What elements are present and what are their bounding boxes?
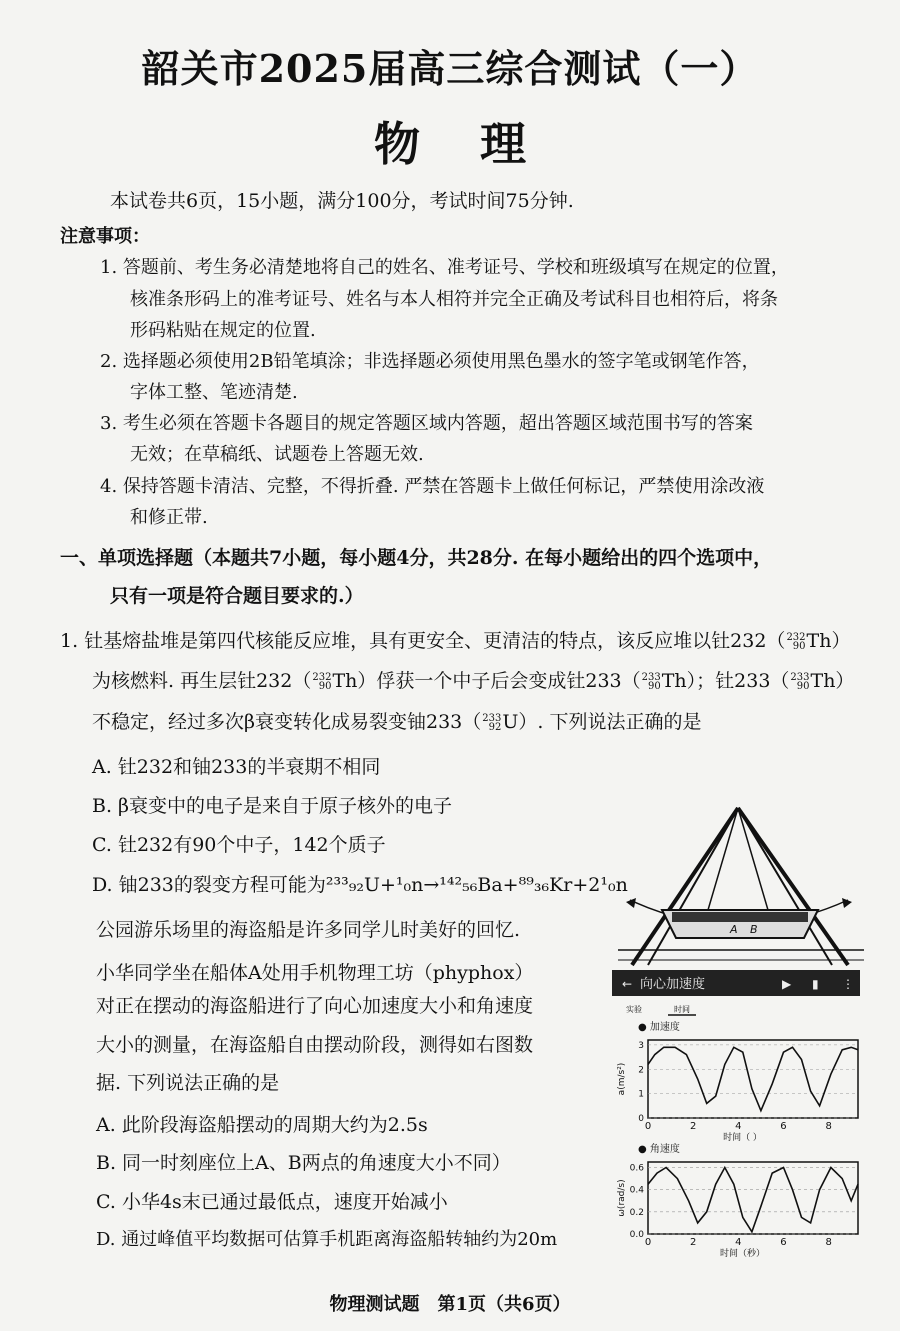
x-tick-label: 6 [780,1121,787,1132]
q1-option-d: D. 铀233的裂变方程可能为²³³₉₂U+¹₀n→¹⁴²₅₆Ba+⁸⁹₃₆Kr+2¹₀n [92,874,628,896]
notes-heading: 注意事项： [60,226,150,247]
x-tick-label: 4 [735,1121,742,1132]
y-tick-label: 0.6 [629,1163,644,1174]
note-line: 2. 选择题必须使用2B铅笔填涂；非选择题必须使用黑色墨水的签字笔或钢笔作答， [100,351,760,372]
pirate-ship-drawing [618,808,864,965]
phyphox-app-bar [612,970,860,1015]
x-axis-label: 时间（秒） [719,1249,766,1259]
app-bar-title: 向心加速度 [640,977,706,992]
play-icon: ▶ [782,977,792,991]
back-arrow-icon: ← [622,977,633,991]
label-b: B [750,923,758,936]
y-tick-label: 0 [638,1114,644,1124]
x-tick-label: 8 [825,1121,832,1132]
q2-stem-line: 公园游乐场里的海盗船是许多同学儿时美好的回忆. [96,919,521,941]
page-title: 韶关市2025届高三综合测试（一） [141,46,759,91]
q2-stem-line: 对正在摆动的海盗船进行了向心加速度大小和角速度 [96,995,534,1017]
nuclide-th232: 232 90 [312,672,332,692]
note-line: 形码粘贴在规定的位置. [130,320,316,341]
nuclide-th233: 233 90 [641,672,661,692]
q1-option-c: C. 钍232有90个中子，142个质子 [92,834,386,856]
y-axis-label: ω(rad/s) [617,1179,627,1217]
q2-option-d: D. 通过峰值平均数据可估算手机距离海盗船转轴约为20m [96,1229,558,1250]
x-tick-label: 2 [689,1237,697,1248]
note-line: 和修正带. [130,507,208,528]
note-line: 无效；在草稿纸、试题卷上答题无效. [130,444,424,465]
subject-title: 物理 [374,117,586,171]
y-axis-label: a(m/s²) [617,1062,627,1096]
x-tick-label: 6 [780,1237,787,1248]
q1-option-b: B. β衰变中的电子是来自于原子核外的电子 [92,795,453,817]
intro-text: 本试卷共6页，15小题，满分100分，考试时间75分钟. [110,190,574,212]
series-line [648,1168,858,1232]
note-line: 3. 考生必须在答题卡各题目的规定答题区域内答题，超出答题区域范围书写的答案 [100,413,753,434]
nuclide-th233: 233 90 [790,672,810,692]
tab-raw: 实验 [626,1005,642,1014]
q2-stem-line: 小华同学坐在船体A处用手机物理工坊（phyphox） [96,962,534,984]
note-line: 1. 答题前、考生务必清楚地将自己的姓名、准考证号、学校和班级填写在规定的位置， [100,257,789,278]
q2-stem-line: 大小的测量，在海盗船自由摆动阶段，测得如右图数 [96,1034,534,1056]
y-tick-label: 0.4 [629,1185,644,1196]
nuclide-th232: 232 90 [786,632,806,652]
section-heading-cont: 只有一项是符合题目要求的.） [110,585,364,607]
note-line: 4. 保持答题卡清洁、完整，不得折叠. 严禁在答题卡上做任何标记，严禁使用涂改液 [100,476,765,497]
q1-stem-line: 1. 钍基熔盐堆是第四代核能反应堆，具有更安全、更清洁的特点，该反应堆以钍232（ 232 90 Th） [60,630,851,652]
q1-stem-line: 不稳定，经过多次β衰变转化成易裂变铀233（ 233 92 U）. 下列说法正确的是 [92,711,702,733]
pirate-ship-figure [612,800,870,1280]
series-line [648,1047,858,1110]
acceleration-chart [617,1020,858,1143]
q2-stem-line: 据. 下列说法正确的是 [96,1072,280,1094]
y-tick-label: 2 [638,1065,644,1076]
y-tick-label: 3 [638,1040,644,1051]
y-tick-label: 0.0 [629,1230,644,1240]
tab-time: 时间 [674,1005,690,1014]
page-footer: 物理测试题 第1页（共6页） [329,1294,571,1315]
q2-option-b: B. 同一时刻座位上A、B两点的角速度大小不同） [96,1152,511,1174]
nuclide-u233: 233 92 [482,713,502,733]
plot-frame [648,1040,858,1118]
x-tick-label: 2 [689,1121,697,1132]
x-axis-label: 时间（ ） [723,1133,762,1143]
x-tick-label: 4 [735,1237,742,1248]
q1-stem-line: 为核燃料. 再生层钍232（ 232 90 Th）俘获一个中子后会变成钍233（ 233 90 Th）；钍233（ 233 90 Th） [92,670,855,692]
q2-option-c: C. 小华4s末已通过最低点，速度开始减小 [96,1191,448,1213]
y-tick-label: 0.2 [629,1207,644,1218]
note-line: 字体工整、笔迹清楚. [130,382,298,403]
q2-option-a: A. 此阶段海盗船摆动的周期大约为2.5s [96,1114,428,1136]
plot-frame [648,1162,858,1234]
y-tick-label: 1 [638,1089,644,1100]
section-heading: 一、单项选择题（本题共7小题，每小题4分，共28分. 在每小题给出的四个选项中， [60,547,773,569]
x-tick-label: 0 [644,1237,652,1248]
x-tick-label: 8 [825,1237,832,1248]
delete-icon: ▮ [812,977,819,991]
x-tick-label: 0 [644,1121,652,1132]
note-line: 核准条形码上的准考证号、姓名与本人相符并完全正确及考试科目也相符后，将条 [130,289,778,310]
angular-velocity-chart [617,1142,858,1259]
q1-option-a: A. 钍232和铀233的半衰期不相同 [92,756,381,778]
chart-title: ● 加速度 [638,1022,680,1033]
label-a: A [730,923,738,936]
more-icon: ⋮ [842,977,854,991]
chart-title: ● 角速度 [638,1144,680,1155]
